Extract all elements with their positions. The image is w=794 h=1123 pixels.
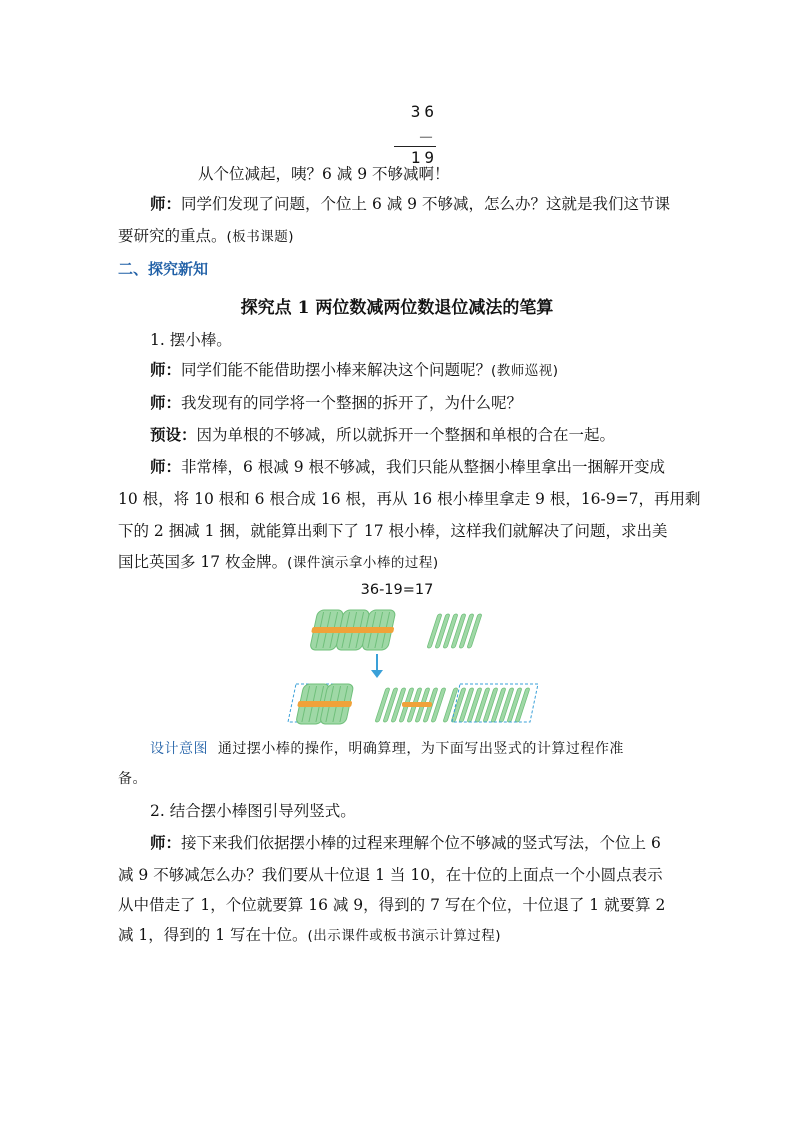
item-1: 1. 摆小棒。: [150, 331, 232, 349]
vertical-minuend: 36: [410, 102, 438, 121]
design-intent-cont: 备。: [118, 771, 147, 787]
paragraph-last: [150, 832, 712, 854]
speaker-label: 师：: [150, 360, 182, 379]
design-intent-label: 设计意图: [150, 741, 208, 757]
single-sticks-bottom: [375, 688, 530, 722]
section-heading: 二、探究新知: [118, 260, 209, 278]
vertical-rule: [394, 146, 436, 147]
single-sticks-top: [427, 614, 482, 648]
text: 减 1，得到的 1 写在十位。: [118, 926, 308, 944]
text: 非常棒，6 根减 9 根不够减，我们只能从整捆小棒里拿出一捆解开变成: [181, 458, 666, 476]
down-arrow-icon: [371, 654, 383, 678]
equation: 36-19=17: [360, 582, 434, 598]
dialog-line: [150, 424, 712, 446]
paragraph-observation: 从个位减起，咦？6 减 9 不够减啊！: [198, 165, 450, 183]
paragraph-long-line: 10 根，将 10 根和 6 根合成 16 根，再从 16 根小棒里拿走 9 根，16-9=7，再用剩: [118, 490, 701, 508]
note: (教师巡视): [491, 363, 559, 379]
bundle-group-top: [307, 610, 398, 650]
vertical-subtrahend: －19: [410, 128, 438, 167]
speaker-label: 师：: [150, 833, 182, 852]
paragraph-long-line: 下的 2 捆减 1 捆，就能算出剩下了 17 根小棒，这样我们就解决了问题，求出美: [118, 522, 668, 540]
paragraph-long-line: [118, 551, 680, 574]
paragraph-last-line: 从中借走了 1，个位就要算 16 减 9，得到的 7 写在个位，十位退了 1 就要算 2: [118, 896, 666, 914]
dialog-line: [150, 359, 712, 382]
dialog-line: [150, 392, 712, 414]
speaker-label: 预设：: [150, 425, 197, 444]
paragraph-long: [150, 456, 712, 478]
paragraph-last-line: [118, 924, 680, 947]
text: 同学们能不能借助摆小棒来解决这个问题呢？: [181, 361, 492, 379]
sticks-illustration: [282, 604, 552, 726]
text: 我发现有的同学将一个整捆的拆开了，为什么呢？: [181, 394, 523, 412]
text: 国比英国多 17 枚金牌。: [118, 553, 288, 571]
text: 接下来我们依据摆小棒的过程来理解个位不够减的竖式写法，个位上 6: [181, 834, 661, 852]
paragraph-teacher-1-cont: [118, 225, 680, 248]
paragraph-teacher-1: [150, 193, 712, 215]
note: (板书课题): [226, 229, 295, 245]
text: 要研究的重点。: [118, 227, 227, 245]
note: (课件演示拿小棒的过程): [287, 555, 439, 571]
speaker-label: 师：: [150, 393, 182, 412]
text: 因为单根的不够减，所以就拆开一个整捆和单根的合在一起。: [196, 426, 616, 444]
text: 同学们发现了问题，个位上 6 减 9 不够减，怎么办？这就是我们这节课: [181, 195, 670, 213]
subsection-title: 探究点 1 两位数减两位数退位减法的笔算: [240, 298, 554, 318]
paragraph-last-line: 减 9 不够减怎么办？我们要从十位退 1 当 10，在十位的上面点一个小圆点表示: [118, 866, 663, 884]
speaker-label: 师：: [150, 194, 182, 213]
text: 通过摆小棒的操作，明确算理，为下面写出竖式的计算过程作准: [217, 741, 624, 757]
note: (出示课件或板书演示计算过程): [307, 928, 502, 944]
speaker-label: 师：: [150, 457, 182, 476]
item-2: 2. 结合摆小棒图引导列竖式。: [150, 802, 356, 820]
design-intent: [150, 738, 712, 760]
loose-band: [402, 702, 432, 707]
